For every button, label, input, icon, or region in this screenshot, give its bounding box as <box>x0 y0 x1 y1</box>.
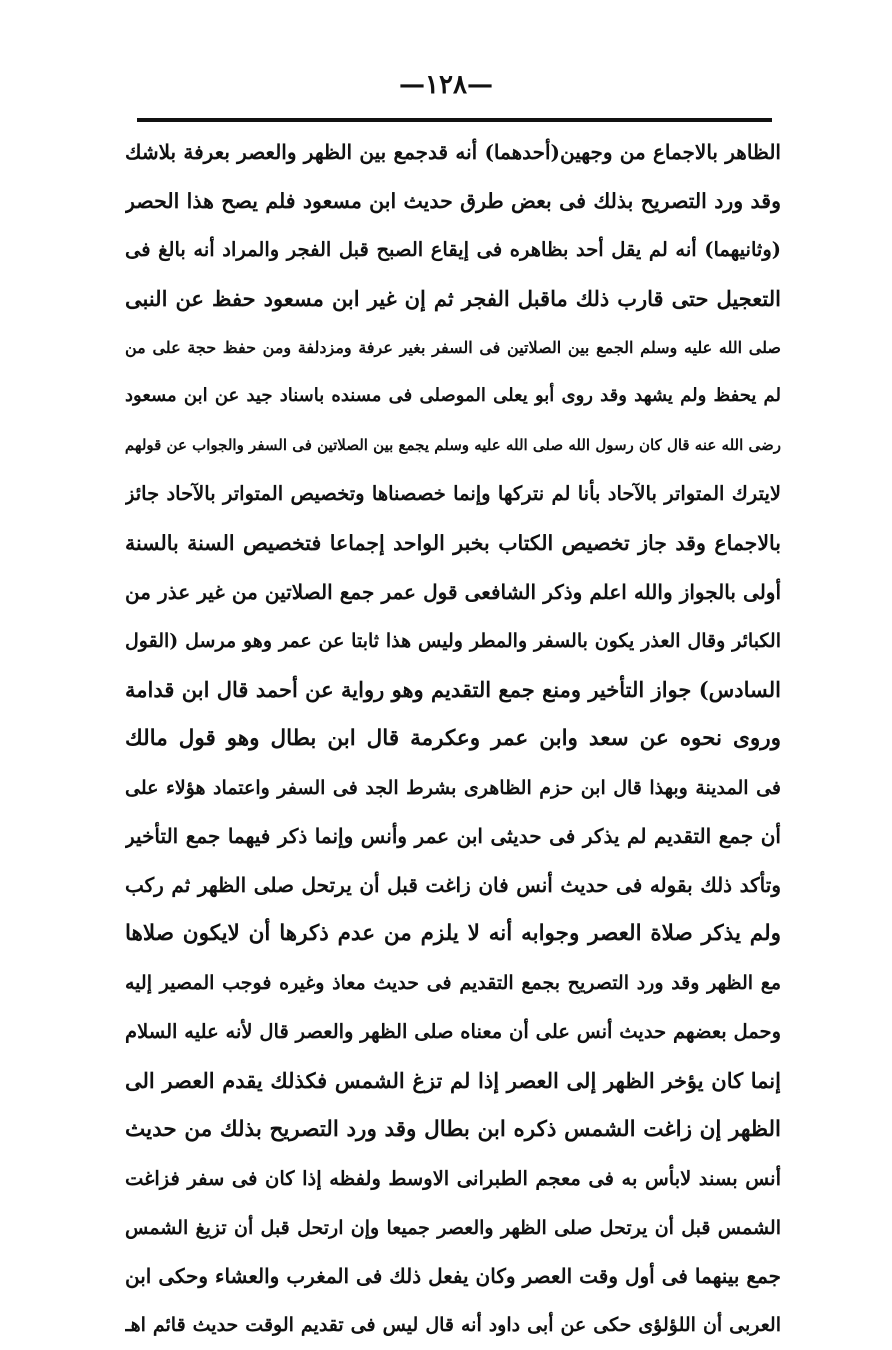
text-line: السادس) جواز التأخير ومنع جمع التقديم وهو رواية عن أحمد قال ابن قدامة <box>125 676 781 702</box>
text-line: الظهر إن زاغت الشمس ذكره ابن بطال وقد ورد التصريح بذلك من حديث <box>125 1116 781 1142</box>
text-line: بالاجماع وقد جاز تخصيص الكتاب بخبر الواحد إجماعا فتخصيص السنة بالسنة <box>125 531 781 556</box>
text-line: أنس بسند لابأس به فى معجم الطبرانى الاوسط ولفظه إذا كان فى سفر فزاغت <box>125 1166 781 1190</box>
text-line: لم يحفظ ولم يشهد وقد روى أبو يعلى الموصلى فى مسنده باسناد جيد عن ابن مسعود <box>125 385 781 407</box>
body-text <box>125 128 781 1350</box>
text-line: أن جمع التقديم لم يذكر فى حديثى ابن عمر وأنس وإنما ذكر فيهما جمع التأخير <box>125 824 781 849</box>
text-line: أولى بالجواز والله اعلم وذكر الشافعى قول عمر جمع الصلاتين من غير عذر من <box>125 580 781 605</box>
text-line: التعجيل حتى قارب ذلك ماقبل الفجر ثم إن غير ابن مسعود حفظ عن النبى <box>125 285 781 311</box>
page-number: —١٢٨— <box>399 70 493 100</box>
text-line: إنما كان يؤخر الظهر إلى العصر إذا لم تزغ الشمس فكذلك يقدم العصر الى <box>125 1067 781 1093</box>
text-line: ولم يذكر صلاة العصر وجوابه أنه لا يلزم من عدم ذكرها أن لايكون صلاها <box>125 921 781 947</box>
text-line: مع الظهر وقد ورد التصريح بجمع التقديم فى حديث معاذ وغيره فوجب المصير إليه <box>125 972 781 995</box>
text-line: صلى الله عليه وسلم الجمع بين الصلاتين فى السفر بغير عرفة ومزدلفة ومن حفظ حجة على من <box>125 337 781 357</box>
text-line: الشمس قبل أن يرتحل صلى الظهر والعصر جميعا وإن ارتحل قبل أن تزيغ الشمس <box>125 1216 781 1239</box>
text-line: (وثانيهما) أنه لم يقل أحد بظاهره فى إيقاع الصبح قبل الفجر والمراد أنه بالغ فى <box>125 237 781 261</box>
text-line: وحمل بعضهم حديث أنس على أن معناه صلى الظهر والعصر قال لأنه عليه السلام <box>125 1020 781 1044</box>
text-line: الظاهر بالاجماع من وجهين(أحدهما) أنه قدجمع بين الظهر والعصر بعرفة بلاشك <box>125 140 781 164</box>
text-line: جمع بينهما فى أول وقت العصر وكان يفعل ذلك فى المغرب والعشاء وحكى ابن <box>125 1264 781 1289</box>
text-line: وتأكد ذلك بقوله فى حديث أنس فان زاغت قبل أن يرتحل صلى الظهر ثم ركب <box>125 873 781 898</box>
text-line: لايترك المتواتر بالآحاد بأنا لم نتركها وإنما خصصناها وتخصيص المتواتر بالآحاد جائز <box>125 482 781 506</box>
header-rule <box>137 118 772 122</box>
text-line: رضى الله عنه قال كان رسول الله صلى الله عليه وسلم يجمع بين الصلاتين فى السفر والجواب عن قولهم <box>125 436 781 455</box>
text-line: الكبائر وقال العذر يكون بالسفر والمطر وليس هذا ثابتا عن عمر وهو مرسل (القول <box>125 629 781 652</box>
text-line: وقد ورد التصريح بذلك فى بعض طرق حديث ابن مسعود فلم يصح هذا الحصر <box>125 188 781 213</box>
text-line: وروى نحوه عن سعد وابن عمر وعكرمة قال ابن بطال وهو قول مالك <box>125 725 781 751</box>
text-line: العربى أن اللؤلؤى حكى عن أبى داود أنه قال ليس فى تقديم الوقت حديث قائم اهـ <box>125 1314 781 1337</box>
text-line: فى المدينة وبهذا قال ابن حزم الظاهرى بشرط الجد فى السفر واعتماد هؤلاء على <box>125 776 781 799</box>
